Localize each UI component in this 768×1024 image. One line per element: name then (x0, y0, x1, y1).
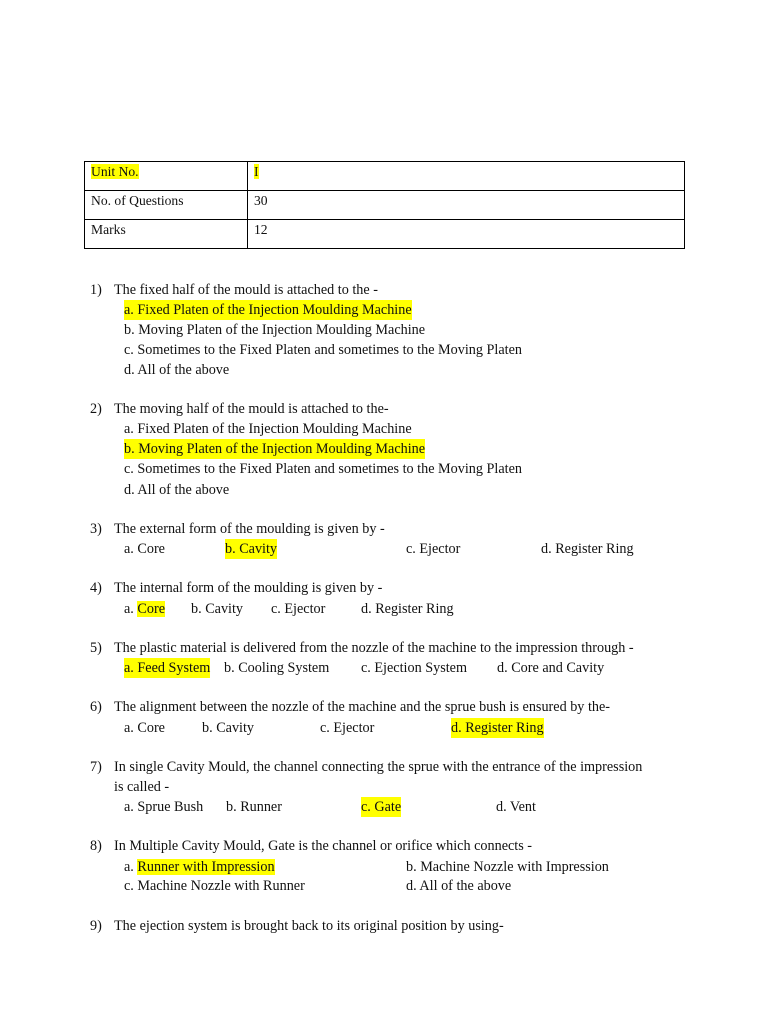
option: c. Ejector (320, 720, 375, 736)
question-4: 4) The internal form of the moulding is given by - (90, 580, 383, 596)
option: b. Runner (226, 799, 282, 815)
question-7: 7) In single Cavity Mould, the channel connecting the sprue with the entrance of the impression (90, 759, 643, 775)
option: c. Sometimes to the Fixed Platen and sometimes to the Moving Platen (124, 342, 522, 358)
option: b. Cavity (202, 720, 255, 736)
option: d. Vent (496, 799, 536, 815)
option: a. Sprue Bush (124, 799, 204, 815)
question-text: The ejection system is brought back to its original position by using- (114, 918, 504, 934)
option-correct: a. Core (124, 601, 165, 617)
question-5: 5) The plastic material is delivered from the nozzle of the machine to the impression through - (90, 640, 634, 656)
option: d. All of the above (124, 362, 230, 378)
table-cell-value: 30 (248, 191, 685, 220)
question-text: The alignment between the nozzle of the machine and the sprue bush is ensured by the- (114, 699, 611, 715)
question-text: In single Cavity Mould, the channel connecting the sprue with the entrance of the impression (114, 759, 643, 775)
option: a. Core (124, 720, 165, 736)
question-text: The moving half of the mould is attached to the- (114, 401, 389, 417)
option: c. Ejection System (361, 660, 467, 676)
question-text: The plastic material is delivered from the nozzle of the machine to the impression through - (114, 640, 634, 656)
question-3: 3) The external form of the moulding is given by - (90, 521, 385, 537)
option: a. Core (124, 541, 165, 557)
question-9: 9) The ejection system is brought back to its original position by using- (90, 918, 504, 934)
unit-info-table (84, 161, 685, 249)
table-cell-label: Marks (85, 220, 248, 249)
option-correct: a. Runner with Impression (124, 859, 275, 875)
question-text: The external form of the moulding is given by - (114, 521, 385, 537)
option-correct: c. Gate (361, 799, 402, 815)
option-correct: d. Register Ring (451, 720, 544, 736)
table-cell-label: No. of Questions (85, 191, 248, 220)
option: b. Moving Platen of the Injection Moulding Machine (124, 322, 426, 338)
question-text: The internal form of the moulding is given by - (114, 580, 383, 596)
option: d. All of the above (124, 482, 230, 498)
question-6: 6) The alignment between the nozzle of the machine and the sprue bush is ensured by the- (90, 699, 611, 715)
option: b. Cooling System (224, 660, 330, 676)
question-text: The fixed half of the mould is attached to the - (114, 282, 378, 298)
option: d. Core and Cavity (497, 660, 605, 676)
question-2: 2) The moving half of the mould is attached to the- (90, 401, 389, 417)
option-correct: a. Feed System (124, 660, 211, 676)
option-correct: b. Moving Platen of the Injection Moulding Machine (124, 441, 426, 457)
option: d. Register Ring (361, 601, 454, 617)
option: d. All of the above (406, 878, 512, 894)
question-1: 1) The fixed half of the mould is attached to the - (90, 282, 378, 298)
question-text: In Multiple Cavity Mould, Gate is the channel or orifice which connects - (114, 838, 533, 854)
option-correct: b. Cavity (225, 541, 278, 557)
option: b. Cavity (191, 601, 244, 617)
table-row (85, 191, 685, 220)
option: a. Fixed Platen of the Injection Moulding Machine (124, 421, 412, 437)
table-cell-value: 12 (248, 220, 685, 249)
table-row (85, 162, 685, 191)
option: c. Ejector (406, 541, 461, 557)
question-text-continued: is called - (114, 779, 170, 795)
table-row (85, 220, 685, 249)
question-8: 8) In Multiple Cavity Mould, Gate is the channel or orifice which connects - (90, 838, 533, 854)
option: c. Sometimes to the Fixed Platen and sometimes to the Moving Platen (124, 461, 522, 477)
option: c. Ejector (271, 601, 326, 617)
table-cell-value: I (248, 162, 685, 191)
option: d. Register Ring (541, 541, 634, 557)
table-cell-label: Unit No. (85, 162, 248, 191)
option-correct: a. Fixed Platen of the Injection Moulding Machine (124, 302, 412, 318)
option: c. Machine Nozzle with Runner (124, 878, 305, 894)
option: b. Machine Nozzle with Impression (406, 859, 609, 875)
